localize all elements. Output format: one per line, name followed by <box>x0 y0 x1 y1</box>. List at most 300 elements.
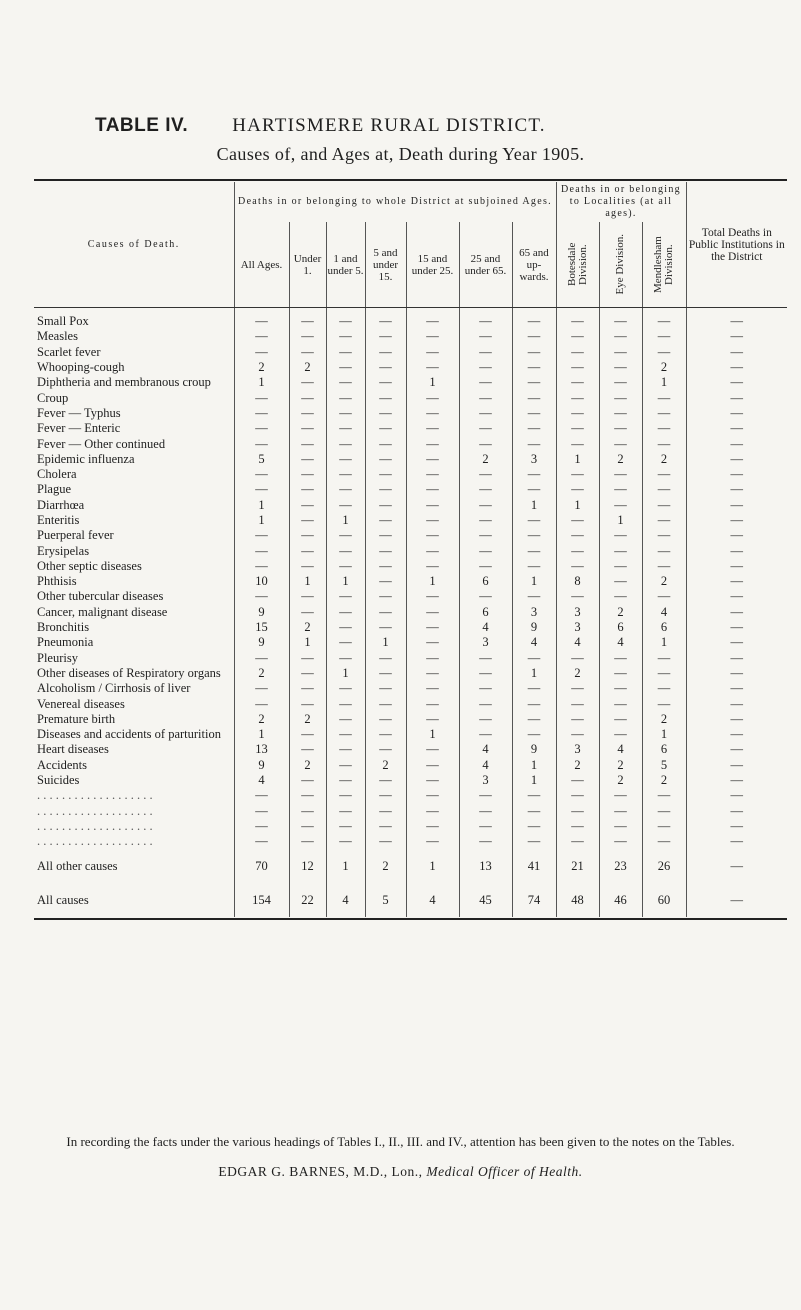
col-mendlesham: Mendlesham Division. <box>642 222 686 308</box>
table-row <box>34 605 787 620</box>
table-row <box>34 574 787 589</box>
cell-value: — <box>686 712 787 727</box>
cell-value: — <box>326 559 365 574</box>
cell-value: — <box>406 436 459 451</box>
cause-label: All other causes <box>37 858 118 873</box>
col-botesdale: Botesdale Division. <box>556 222 599 308</box>
cell-value: — <box>289 452 326 467</box>
cell-value: — <box>686 452 787 467</box>
cell-value: — <box>365 390 406 405</box>
cell-value: — <box>406 681 459 696</box>
cell-value: — <box>512 314 556 329</box>
cell-value: — <box>289 727 326 742</box>
cell-value: 9 <box>234 605 289 620</box>
cell-value: — <box>642 696 686 711</box>
table-row <box>34 758 787 773</box>
cell-value: — <box>365 329 406 344</box>
cell-value: — <box>406 345 459 360</box>
cell-value: — <box>512 804 556 819</box>
cell-value: — <box>406 804 459 819</box>
cell-value: 1 <box>406 727 459 742</box>
cell-value: — <box>599 589 642 604</box>
cause-label: Cholera <box>37 467 77 482</box>
cell-value: — <box>326 314 365 329</box>
cell-value: — <box>406 513 459 528</box>
cell-value: — <box>406 360 459 375</box>
cause-label: Puerperal fever <box>37 528 114 543</box>
cause-label: . . . . . . . . . . . . . . . . . . . <box>37 803 153 818</box>
cell-value: — <box>642 390 686 405</box>
cell-value: — <box>459 819 512 834</box>
cell-value: — <box>365 605 406 620</box>
cell-value: — <box>326 788 365 803</box>
cell-value: 13 <box>234 742 289 757</box>
cell-value: 1 <box>234 513 289 528</box>
cell-value: — <box>556 834 599 849</box>
cell-value: — <box>234 314 289 329</box>
title-line <box>95 115 546 137</box>
cause-label: Cancer, malignant disease <box>37 604 168 619</box>
cell-value: — <box>406 467 459 482</box>
cell-value: — <box>599 406 642 421</box>
cell-value: — <box>406 635 459 650</box>
cell-value: — <box>326 543 365 558</box>
cause-label: Accidents <box>37 757 87 772</box>
cell-value: — <box>289 666 326 681</box>
cell-value: — <box>289 513 326 528</box>
cell-value: — <box>234 528 289 543</box>
cell-value: 2 <box>642 452 686 467</box>
cell-value: — <box>234 345 289 360</box>
cell-value: — <box>459 421 512 436</box>
cell-value: 1 <box>599 513 642 528</box>
cell-value: 1 <box>512 758 556 773</box>
signature-line <box>0 1164 801 1180</box>
cause-label: Scarlet fever <box>37 344 101 359</box>
cell-value: — <box>686 819 787 834</box>
cell-value: — <box>365 406 406 421</box>
cell-value: — <box>686 390 787 405</box>
cell-value: 2 <box>599 605 642 620</box>
cell-value: — <box>686 467 787 482</box>
table-row <box>34 329 787 344</box>
cause-label: Diseases and accidents of parturition <box>37 727 221 742</box>
cell-value: — <box>642 651 686 666</box>
cell-value: — <box>234 482 289 497</box>
cell-value: 3 <box>459 773 512 788</box>
public-institutions-header: Total Deaths in Public Institutions in the District <box>686 182 787 308</box>
cause-label: Other septic diseases <box>37 558 142 573</box>
cell-value: — <box>289 314 326 329</box>
cell-value: — <box>599 314 642 329</box>
cause-label: Other tubercular diseases <box>37 589 164 604</box>
cell-value: 9 <box>512 742 556 757</box>
cell-value: — <box>686 360 787 375</box>
cell-value: — <box>686 696 787 711</box>
cell-value: 4 <box>459 620 512 635</box>
cause-label: All causes <box>37 892 89 907</box>
cell-value: 2 <box>642 712 686 727</box>
cell-value: — <box>234 788 289 803</box>
cause-label: Diarrhœa <box>37 497 85 512</box>
cell-value: 1 <box>326 574 365 589</box>
cell-value: 48 <box>556 883 599 917</box>
cause-label: . . . . . . . . . . . . . . . . . . . <box>37 818 153 833</box>
cell-value: 3 <box>512 605 556 620</box>
cell-value: — <box>642 329 686 344</box>
cell-value: — <box>599 834 642 849</box>
cell-value: — <box>326 482 365 497</box>
cell-value: 1 <box>326 666 365 681</box>
cause-label: Diphtheria and membranous croup <box>37 375 211 390</box>
cell-value: — <box>326 406 365 421</box>
cell-value: — <box>289 406 326 421</box>
cell-value: — <box>556 773 599 788</box>
cell-value: — <box>459 834 512 849</box>
table-row <box>34 681 787 696</box>
cell-value: — <box>406 651 459 666</box>
cell-value: 4 <box>642 605 686 620</box>
cell-value: 2 <box>289 360 326 375</box>
cell-value: — <box>686 883 787 917</box>
cell-value: — <box>289 742 326 757</box>
cell-value: 74 <box>512 883 556 917</box>
cell-value: — <box>599 436 642 451</box>
cell-value: 4 <box>406 883 459 917</box>
table-row <box>34 589 787 604</box>
cell-value: — <box>365 696 406 711</box>
cell-value: 4 <box>459 742 512 757</box>
cell-value: — <box>365 375 406 390</box>
cell-value: — <box>326 467 365 482</box>
cell-value: — <box>686 666 787 681</box>
cell-value: — <box>599 788 642 803</box>
cell-value: — <box>642 834 686 849</box>
cell-value: — <box>365 543 406 558</box>
cell-value: 3 <box>556 605 599 620</box>
cell-value: — <box>459 467 512 482</box>
cause-label: Fever — Other continued <box>37 436 166 451</box>
cell-value: — <box>365 513 406 528</box>
cell-value: — <box>556 436 599 451</box>
cell-value: — <box>686 345 787 360</box>
table-row <box>34 421 787 436</box>
cell-value: 1 <box>512 666 556 681</box>
cell-value: — <box>406 742 459 757</box>
table-subtitle: Causes of, and Ages at, Death during Year 1905. <box>216 144 585 164</box>
cell-value: — <box>642 559 686 574</box>
cell-value: — <box>406 543 459 558</box>
cell-value: — <box>459 559 512 574</box>
cell-value: — <box>599 375 642 390</box>
cell-value: 2 <box>289 758 326 773</box>
cell-value: — <box>599 543 642 558</box>
cell-value: 1 <box>234 727 289 742</box>
cell-value: — <box>642 498 686 513</box>
cause-label: Croup <box>37 390 69 405</box>
cell-value: — <box>365 589 406 604</box>
cell-value: — <box>326 421 365 436</box>
table-row <box>34 727 787 742</box>
cell-value: — <box>512 467 556 482</box>
cell-value: — <box>642 467 686 482</box>
cell-value: — <box>556 696 599 711</box>
cell-value: — <box>365 651 406 666</box>
cell-value: — <box>289 605 326 620</box>
table-row <box>34 559 787 574</box>
cell-value: — <box>642 421 686 436</box>
cell-value: — <box>512 436 556 451</box>
cause-label: Bronchitis <box>37 620 90 635</box>
cell-value: — <box>556 314 599 329</box>
cell-value: — <box>234 559 289 574</box>
cell-value: 60 <box>642 883 686 917</box>
cell-value: — <box>326 329 365 344</box>
cause-label: . . . . . . . . . . . . . . . . . . . <box>37 834 153 849</box>
cell-value: — <box>406 329 459 344</box>
cell-value: — <box>686 773 787 788</box>
cell-value: 8 <box>556 574 599 589</box>
cell-value: 2 <box>234 360 289 375</box>
col-under-1: Under 1. <box>289 222 326 308</box>
cell-value: 5 <box>365 883 406 917</box>
table-row <box>34 452 787 467</box>
cell-value: — <box>512 543 556 558</box>
cell-value: — <box>406 788 459 803</box>
cell-value: — <box>686 758 787 773</box>
cell-value: — <box>234 436 289 451</box>
cell-value: — <box>686 559 787 574</box>
cell-value: — <box>289 651 326 666</box>
cell-value: — <box>289 528 326 543</box>
cell-value: — <box>365 314 406 329</box>
cell-value: 4 <box>234 773 289 788</box>
cell-value: — <box>686 528 787 543</box>
cell-value: — <box>599 345 642 360</box>
cell-value: — <box>556 421 599 436</box>
cell-value: — <box>459 482 512 497</box>
cell-value: 6 <box>642 742 686 757</box>
cell-value: — <box>556 819 599 834</box>
cell-value: — <box>512 375 556 390</box>
footnote: In recording the facts under the various headings of Tables I., II., III. and IV., attention has been given to the notes on the Tables. <box>66 1134 735 1149</box>
cell-value: — <box>289 375 326 390</box>
cell-value: 23 <box>599 849 642 883</box>
cell-value: — <box>234 804 289 819</box>
cell-value: — <box>459 406 512 421</box>
cause-label: Heart diseases <box>37 742 109 757</box>
cell-value: — <box>234 651 289 666</box>
cell-value: 1 <box>556 498 599 513</box>
table-row <box>34 375 787 390</box>
cell-value: — <box>365 345 406 360</box>
cell-value: — <box>406 390 459 405</box>
cell-value: — <box>599 696 642 711</box>
cell-value: — <box>365 574 406 589</box>
cell-value: — <box>289 482 326 497</box>
table-row <box>34 467 787 482</box>
cell-value: — <box>289 819 326 834</box>
cell-value: — <box>326 345 365 360</box>
cell-value: — <box>326 452 365 467</box>
cell-value: — <box>406 589 459 604</box>
cell-value: — <box>365 467 406 482</box>
cell-value: 13 <box>459 849 512 883</box>
cell-value: 1 <box>512 773 556 788</box>
cause-label: Phthisis <box>37 574 77 589</box>
cell-value: — <box>686 788 787 803</box>
cell-value: 41 <box>512 849 556 883</box>
cell-value: — <box>326 712 365 727</box>
cell-value: — <box>326 727 365 742</box>
cell-value: — <box>512 727 556 742</box>
cell-value: 1 <box>365 635 406 650</box>
cause-label: Small Pox <box>37 314 89 329</box>
cell-value: — <box>556 513 599 528</box>
cell-value: — <box>512 406 556 421</box>
cause-label: Pleurisy <box>37 650 78 665</box>
cell-value: — <box>326 605 365 620</box>
cell-value: 1 <box>234 498 289 513</box>
cell-value: — <box>512 390 556 405</box>
cell-value: — <box>406 406 459 421</box>
cell-value: — <box>459 666 512 681</box>
cause-label: Venereal diseases <box>37 696 125 711</box>
cell-value: 2 <box>599 758 642 773</box>
cell-value: — <box>599 421 642 436</box>
cell-value: — <box>556 482 599 497</box>
cell-value: 2 <box>642 574 686 589</box>
cell-value: — <box>599 329 642 344</box>
cell-value: — <box>512 421 556 436</box>
cell-value: — <box>686 635 787 650</box>
cell-value: 1 <box>406 375 459 390</box>
col-all-ages: All Ages. <box>234 222 289 308</box>
cell-value: — <box>365 620 406 635</box>
cell-value: — <box>326 819 365 834</box>
cell-value: 9 <box>512 620 556 635</box>
cell-value: — <box>459 390 512 405</box>
cell-value: — <box>289 543 326 558</box>
cell-value: — <box>289 681 326 696</box>
cell-value: — <box>234 589 289 604</box>
cell-value: 2 <box>234 712 289 727</box>
cell-value: — <box>599 360 642 375</box>
cell-value: — <box>512 528 556 543</box>
cell-value: — <box>642 788 686 803</box>
cell-value: — <box>289 696 326 711</box>
cell-value: — <box>599 666 642 681</box>
cell-value: — <box>686 804 787 819</box>
cell-value: — <box>365 452 406 467</box>
cell-value: — <box>326 773 365 788</box>
cause-label: Other diseases of Respiratory organs <box>37 665 221 680</box>
cell-value: — <box>459 345 512 360</box>
cell-value: — <box>365 498 406 513</box>
cell-value: — <box>642 482 686 497</box>
cell-value: 2 <box>289 712 326 727</box>
cell-value: 2 <box>642 773 686 788</box>
cell-value: — <box>365 727 406 742</box>
cell-value: 1 <box>642 375 686 390</box>
table-row <box>34 360 787 375</box>
cell-value: 2 <box>556 758 599 773</box>
cell-value: 6 <box>459 605 512 620</box>
cell-value: — <box>406 314 459 329</box>
col-65-upwards: 65 and up-wards. <box>512 222 556 308</box>
cell-value: — <box>686 375 787 390</box>
cell-value: — <box>686 834 787 849</box>
col-eye: Eye Division. <box>599 222 642 308</box>
cell-value: 4 <box>512 635 556 650</box>
cell-value: — <box>556 390 599 405</box>
cell-value: — <box>556 727 599 742</box>
cell-value: — <box>556 375 599 390</box>
cell-value: — <box>365 712 406 727</box>
cell-value: — <box>289 589 326 604</box>
cell-value: — <box>406 528 459 543</box>
cell-value: 2 <box>599 773 642 788</box>
cell-value: — <box>686 727 787 742</box>
cell-value: 2 <box>642 360 686 375</box>
cell-value: 6 <box>599 620 642 635</box>
cell-value: 1 <box>326 849 365 883</box>
cause-label: Fever — Enteric <box>37 421 121 436</box>
cell-value: — <box>642 804 686 819</box>
cell-value: — <box>556 467 599 482</box>
cell-value: — <box>459 513 512 528</box>
cell-value: — <box>365 804 406 819</box>
cell-value: 4 <box>459 758 512 773</box>
cell-value: — <box>326 742 365 757</box>
cell-value: — <box>406 620 459 635</box>
cell-value: 9 <box>234 758 289 773</box>
cell-value: — <box>686 406 787 421</box>
cell-value: 5 <box>642 758 686 773</box>
cell-value: — <box>556 804 599 819</box>
cell-value: — <box>326 498 365 513</box>
cell-value: — <box>234 390 289 405</box>
cause-label: Epidemic influenza <box>37 451 135 466</box>
cell-value: 1 <box>289 635 326 650</box>
cell-value: 2 <box>556 666 599 681</box>
cell-value: — <box>326 804 365 819</box>
cell-value: 2 <box>289 620 326 635</box>
cell-value: — <box>406 712 459 727</box>
cell-value: — <box>686 436 787 451</box>
cell-value: — <box>686 314 787 329</box>
cell-value: 10 <box>234 574 289 589</box>
table-row <box>34 834 787 849</box>
cell-value: — <box>459 528 512 543</box>
cell-value: — <box>459 589 512 604</box>
cell-value: — <box>234 696 289 711</box>
cell-value: 1 <box>406 849 459 883</box>
cell-value: — <box>599 681 642 696</box>
cell-value: — <box>459 804 512 819</box>
cell-value: — <box>556 589 599 604</box>
cell-value: — <box>289 345 326 360</box>
cell-value: — <box>599 819 642 834</box>
cell-value: 45 <box>459 883 512 917</box>
table-row <box>34 651 787 666</box>
cell-value: — <box>234 819 289 834</box>
bottom-rule <box>34 918 787 920</box>
cell-value: 1 <box>512 498 556 513</box>
cell-value: — <box>406 666 459 681</box>
cell-value: — <box>686 681 787 696</box>
cell-value: 154 <box>234 883 289 917</box>
